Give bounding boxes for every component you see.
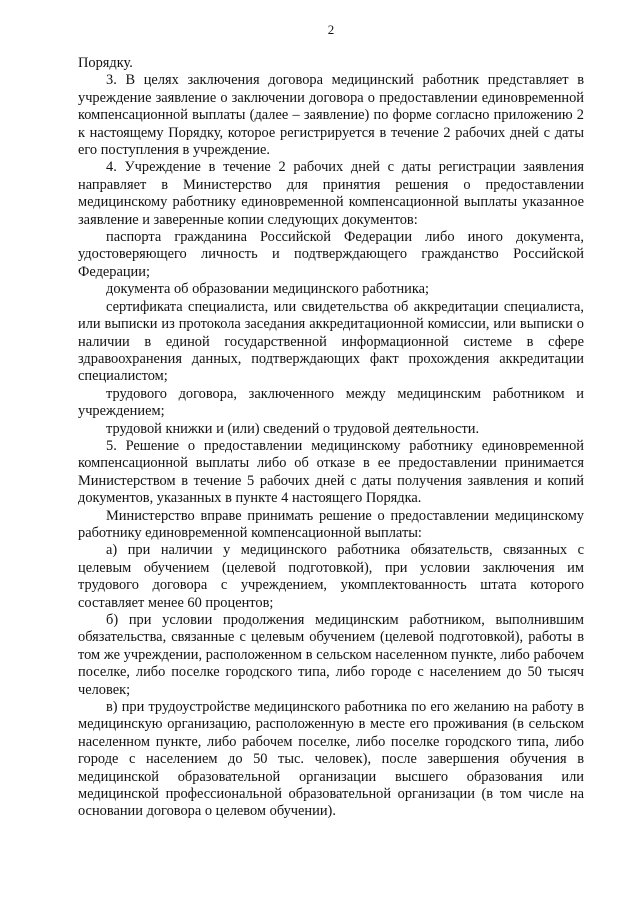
list-item-employment-contract: трудового договора, заключенного между медицинским работником и учреждением; bbox=[78, 385, 584, 420]
list-item-passport: паспорта гражданина Российской Федерации либо иного документа, удостоверяющего личность и подтверждающего гражданство Российской Федерации; bbox=[78, 229, 584, 280]
paragraph-item-4: 4. Учреждение в течение 2 рабочих дней с даты регистрации заявления направляет в Министерство для принятия решения о предоставлении медицинскому работнику единовременной компенсационной выплаты указанное заявление и заверенные копии следующих документов: bbox=[78, 159, 584, 228]
subitem-v: в) при трудоустройстве медицинского работника по его желанию на работу в медицинскую организацию, расположенную в месте его проживания (в сельском населенном пункте, либо рабочем поселке, либо поселке городского типа, либо городе с населением до 50 тыс. человек), после завершения обучения в медицинской образовательной организации высшего образования или медицинской профессиональной образовательной организации (в том числе на основании договора о целевом обучении). bbox=[78, 699, 584, 820]
paragraph-item-5: 5. Решение о предоставлении медицинскому работнику единовременной компенсационной выплаты либо об отказе в ее предоставлении принимается Министерством в течение 5 рабочих дней с даты получения заявления и копий документов, указанных в пункте 4 настоящего Порядка. bbox=[78, 437, 584, 507]
subitem-a: а) при наличии у медицинского работника обязательств, связанных с целевым обучением (целевой подготовкой), при условии заключения им трудового договора с учреждением, укомплектованность штата которого составляет менее 60 процентов; bbox=[78, 542, 584, 611]
page-number: 2 bbox=[327, 22, 335, 37]
list-item-work-record: трудовой книжки и (или) сведений о трудовой деятельности. bbox=[106, 420, 480, 437]
subitem-b: б) при условии продолжения медицинским работником, выполнившим обязательства, связанные с целевым обучением (целевой подготовкой), работы в том же учреждении, расположенном в сельском населенном пункте, либо рабочем поселке, либо поселке городского типа, либо городе с населением до 50 тысяч человек; bbox=[78, 612, 584, 698]
paragraph-continuation: Порядку. bbox=[78, 55, 133, 71]
document-page bbox=[78, 0, 584, 905]
list-item-education-document: документа об образовании медицинского работника; bbox=[106, 281, 430, 298]
paragraph-ministry-rights: Министерство вправе принимать решение о предоставлении медицинскому работнику единовременной компенсационной выплаты: bbox=[78, 507, 584, 541]
paragraph-item-3: 3. В целях заключения договора медицинский работник представляет в учреждение заявление о заключении договора о предоставлении единовременной компенсационной выплаты (далее – заявление) по форме согласно приложению 2 к настоящему Порядку, которое регистрируется в течение 2 рабочих дней с даты его поступления в учреждение. bbox=[78, 72, 584, 159]
list-item-certificate: сертификата специалиста, или свидетельства об аккредитации специалиста, или выписки из протокола заседания аккредитационной комиссии, или выписки о наличии в единой государственной информационной системе в сфере здравоохранения данных, подтверждающих факт прохождения аккредитации специалистом; bbox=[78, 298, 584, 385]
document-body bbox=[78, 55, 584, 821]
